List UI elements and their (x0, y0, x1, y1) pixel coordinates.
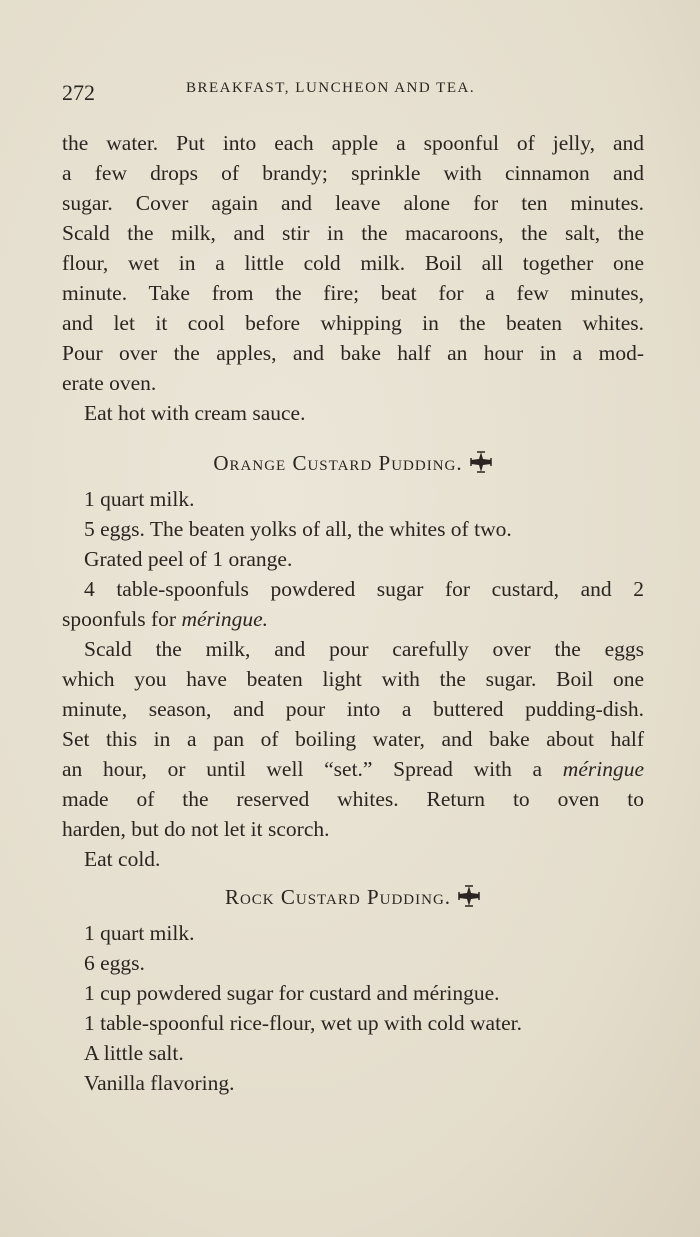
text-line: the water. Put into each apple a spoonful of jelly, and (62, 131, 644, 155)
text-line: Scald the milk, and pour carefully over the eggs (84, 637, 644, 661)
ingredient-line: 1 quart milk. (84, 487, 195, 511)
ingredient-line: Vanilla flavoring. (84, 1071, 235, 1095)
italic-term: méringue (562, 757, 644, 781)
text-line: Set this in a pan of boiling water, and bake about half (62, 727, 644, 751)
maltese-cross-icon (457, 884, 481, 908)
text-line: made of the reserved whites. Return to oven to (62, 787, 644, 811)
recipe-title: Rock Custard Pudding. (224, 885, 452, 909)
recipe-title: Orange Custard Pudding. (213, 451, 463, 475)
serving-note: Eat hot with cream sauce. (84, 401, 306, 425)
text-line: and let it cool before whipping in the beaten whites. (62, 311, 644, 335)
ingredient-line: 5 eggs. The beaten yolks of all, the whites of two. (84, 517, 512, 541)
text-line (62, 754, 644, 784)
text-line: minute. Take from the fire; beat for a few minutes, (62, 281, 644, 305)
text-line: Pour over the apples, and bake half an hour in a mod- (62, 341, 644, 365)
text-line: harden, but do not let it scorch. (62, 817, 330, 841)
running-head: BREAKFAST, LUNCHEON AND TEA. (186, 80, 476, 96)
page-number: 272 (62, 80, 95, 105)
text-line: Scald the milk, and stir in the macaroons, the salt, the (62, 221, 644, 245)
text-line: 4 table-spoonfuls powdered sugar for custard, and 2 (84, 577, 644, 601)
text-line (62, 604, 644, 634)
ingredient-line: 1 quart milk. (84, 921, 195, 945)
text-line: sugar. Cover again and leave alone for ten minutes. (62, 191, 644, 215)
text-fragment: an hour, or until well “set.” Spread with a (62, 757, 563, 781)
ingredient-line: 1 table-spoonful rice-flour, wet up with cold water. (84, 1011, 522, 1035)
ingredient-line: Grated peel of 1 orange. (84, 547, 293, 571)
page-body (62, 128, 644, 1098)
ingredient-line: A little salt. (84, 1041, 184, 1065)
ingredient-line (62, 574, 644, 634)
text-fragment: spoonfuls for (62, 607, 182, 631)
text-line: a few drops of brandy; sprinkle with cinnamon and (62, 161, 644, 185)
serving-note: Eat cold. (84, 847, 161, 871)
maltese-cross-icon (469, 450, 493, 474)
ingredient-line: 6 eggs. (84, 951, 145, 975)
text-line: erate oven. (62, 371, 157, 395)
text-line: minute, season, and pour into a buttered pudding-dish. (62, 697, 644, 721)
ingredient-line: 1 cup powdered sugar for custard and méringue. (84, 981, 500, 1005)
directions-paragraph (62, 634, 644, 844)
intro-paragraph (62, 128, 644, 398)
recipe-heading-orange (62, 448, 644, 478)
italic-term: méringue. (181, 607, 269, 631)
text-line: flour, wet in a little cold milk. Boil all together one (62, 251, 644, 275)
text-line: which you have beaten light with the sugar. Boil one (62, 667, 644, 691)
recipe-heading-rock (62, 882, 644, 912)
page-header (62, 78, 640, 108)
